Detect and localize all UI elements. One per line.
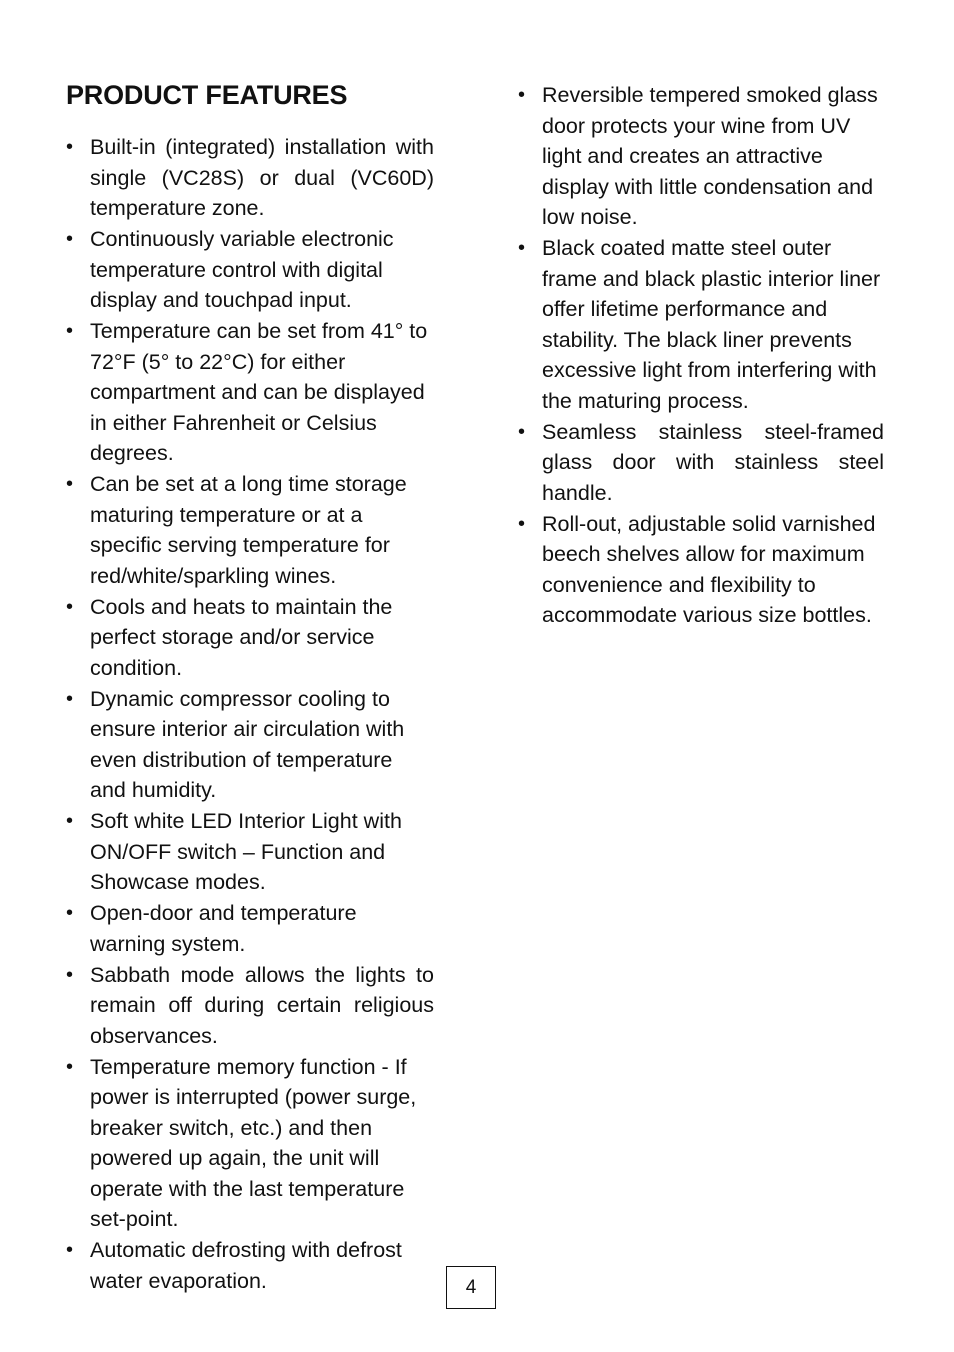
- feature-item: • Dynamic compressor cooling to ensure interior air circulation with even distribution of temperature and humidity.: [66, 684, 434, 806]
- feature-list-right: [518, 80, 884, 631]
- feature-item: • Automatic defrosting with defrost water evaporation.: [66, 1235, 434, 1296]
- feature-item: • Built-in (integrated) installation with single (VC28S) or dual (VC60D) temperature zone.: [66, 132, 434, 224]
- feature-item: • Reversible tempered smoked glass door protects your wine from UV light and creates an attractive display with little condensation and low noise.: [518, 80, 884, 233]
- page-title: PRODUCT FEATURES: [66, 80, 348, 110]
- feature-item: • Seamless stainless steel-framed glass door with stainless steel handle.: [518, 417, 884, 509]
- feature-item: • Can be set at a long time storage maturing temperature or at a specific serving temperature for red/white/sparkling wines.: [66, 469, 434, 591]
- page-number: 4: [446, 1266, 496, 1309]
- feature-item: • Roll-out, adjustable solid varnished beech shelves allow for maximum convenience and flexibility to accommodate various size bottles.: [518, 509, 884, 631]
- feature-item: • Temperature can be set from 41° to 72°F (5° to 22°C) for either compartment and can be displayed in either Fahrenheit or Celsius degrees.: [66, 316, 434, 469]
- feature-item: • Open-door and temperature warning system.: [66, 898, 434, 959]
- feature-item: • Temperature memory function - If power is interrupted (power surge, breaker switch, etc.) and then powered up again, the unit will operate with the last temperature set-point.: [66, 1052, 434, 1235]
- feature-item: • Continuously variable electronic temperature control with digital display and touchpad input.: [66, 224, 434, 316]
- feature-item: • Soft white LED Interior Light with ON/OFF switch – Function and Showcase modes.: [66, 806, 434, 898]
- feature-item: • Sabbath mode allows the lights to remain off during certain religious observances.: [66, 960, 434, 1052]
- feature-item: • Black coated matte steel outer frame and black plastic interior liner offer lifetime performance and stability. The black liner prevents excessive light from interfering with the maturing process.: [518, 233, 884, 416]
- feature-list-left: [66, 132, 434, 1297]
- feature-item: • Cools and heats to maintain the perfect storage and/or service condition.: [66, 592, 434, 684]
